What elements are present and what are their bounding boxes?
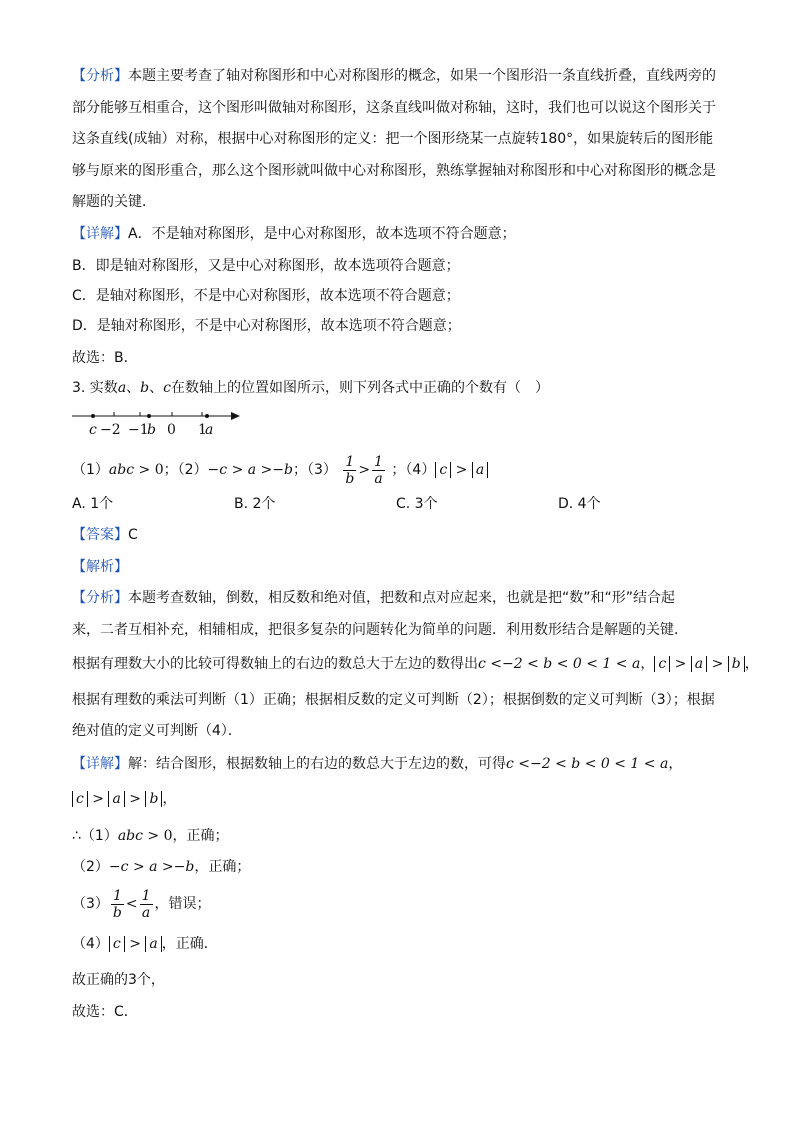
q3-var-c: c [163,380,171,396]
abs-a: a [691,656,707,672]
analysis1-line-5: 解题的关键． [72,194,156,210]
detail2-line-1 [72,754,682,774]
detail1-option-c: C．是轴对称图形，不是中心对称图形，故本选项不符合题意； [72,288,460,304]
gt-3: > [87,791,109,807]
abs-a-2: a [108,791,124,807]
gt-4: > [124,791,146,807]
q3-items [72,452,488,488]
answer-value: C [128,527,138,543]
detail1-option-b: B．即是轴对称图形，又是中心对称图形，故本选项符合题意； [72,258,460,274]
step-3-frac-left: $\frac{1}{b}$ [112,887,122,921]
q3-prefix: 3. 实数 [72,380,118,396]
label-0: 0 [167,422,176,438]
analysis1-line-2: 部分能够互相重合，这个图形叫做轴对称图形，这条直线叫做对称轴，这时，我们也可以说这个图形关于 [72,100,716,116]
detail2-end-2: ， [162,791,177,807]
analysis2-inequality: c <−2 < b < 0 < 1 < a [478,656,641,672]
item-3-rel: > [358,462,371,478]
label-b: b [147,422,156,438]
detail2-inequality: c <−2 < b < 0 < 1 < a [506,756,669,772]
analysis2-end: ， [744,656,759,672]
analysis1-line-1 [72,66,716,86]
item-1-expr: abc [108,462,135,478]
label-minus-1: −1 [128,422,149,438]
analysis2-line-2: 来，二者互相补充，相辅相成，把很多复杂的问题转化为简单的问题．利用数形结合是解题的关键． [72,622,688,638]
analysis2-line-5: 绝对值的定义可判断（4）． [72,723,242,739]
q3-suffix: 在数轴上的位置如图所示，则下列各式中正确的个数有（ ） [170,380,549,396]
item-1-rel: > 0 [134,462,164,478]
detail2-text-1: 解：结合图形，根据数轴上的右边的数总大于左边的数，可得 [128,756,506,772]
correct-count: 故正确的3个， [72,972,165,988]
detail2-line-2 [72,789,176,809]
detail2-tag: 【详解】 [72,756,128,772]
analysis1-line-4: 够与原来的图形重合，那么这个图形就叫做中心对称图形，熟练掌握轴对称图形和中心对称图形的概念是 [72,163,716,179]
detail2-end-1: ， [668,756,683,772]
q3-sep1: 、 [126,380,141,396]
option-b: B. 2个 [234,496,276,512]
analysis1-line-3: 这条直线(成轴）对称，根据中心对称图形的定义：把一个图形绕某一点旋转180°，如果旋转后的图形能 [72,131,714,147]
abs-b: b [728,656,745,672]
item-4-rel: > [455,462,468,478]
item-4-abs-c: c [435,462,451,478]
label-minus-2: −2 [100,422,121,438]
answer-line [72,525,138,545]
detail1-choice: 故选：B． [72,350,138,366]
gt-2: > [707,656,728,672]
answer-tag: 【答案】 [72,527,128,543]
label-a: a [205,422,214,438]
item-4-abs-a: a [472,462,488,478]
point-c [91,414,95,418]
analysis2-text-1: 本题考查数轴，倒数，相反数和绝对值，把数和点对应起来，也就是把“数”和“形”结合起 [128,590,676,606]
option-a: A. 1个 [72,496,114,512]
analysis2-line-3 [72,654,759,674]
item-3-frac-left: $\frac{1}{b}$ [345,453,355,487]
item-3-frac-right: $\frac{1}{a}$ [374,453,383,487]
analysis1-text-1: 本题主要考查了轴对称图形和中心对称图形的概念，如果一个图形沿一条直线折叠，直线两旁的 [128,68,716,84]
step-3-frac-right: $\frac{1}{a}$ [141,887,151,921]
label-1: 1 [198,422,207,438]
item-2-label: ；（2） [163,462,208,478]
detail1-option-a: A．不是轴对称图形，是中心对称图形，故本选项不符合题意； [128,226,516,242]
step-1: ∴（1）abc > 0，正确； [72,828,229,844]
step-2: （2）−c > a >−b，正确； [72,859,251,875]
item-2-expr: −c > a >−b [207,462,293,478]
abs-c-2: c [72,791,88,807]
item-3-label: ；（3） [292,462,337,478]
item-4-label: ；（4） [391,462,436,478]
analysis2-tag: 【分析】 [72,590,128,606]
option-d: D. 4个 [558,496,601,512]
gt-1: > [670,656,691,672]
solution-tag: 【解析】 [72,559,128,575]
label-c: c [89,422,97,438]
q3-sep2: 、 [149,380,164,396]
item-1-label: （1） [72,462,109,478]
point-a [205,414,209,418]
detail1-option-d: D．是轴对称图形，不是中心对称图形，故本选项不符合题意； [72,318,461,334]
number-line-figure [70,406,250,438]
option-c: C. 3个 [396,496,438,512]
detail2-choice: 故选：C． [72,1004,138,1020]
analysis2-text-3: 根据有理数大小的比较可得数轴上的右边的数总大于左边的数得出 [72,656,478,672]
abs-b-2: b [145,791,162,807]
q3-var-b: b [140,380,150,396]
number-line-arrow [231,412,240,420]
analysis2-sep: ， [640,656,655,672]
step-4: （4） c > a ，正确． [72,936,218,952]
question-3 [72,378,549,398]
detail-tag: 【详解】 [72,226,128,242]
q3-var-a: a [117,380,127,396]
analysis-tag: 【分析】 [72,68,128,84]
abs-c: c [654,656,670,672]
detail1-line-a [72,224,516,244]
step-3: （3） $\frac{1}{b}$ < $\frac{1}{a}$ ，错误； [72,887,211,921]
point-b [147,414,151,418]
solution-line [72,557,128,577]
analysis2-line-4: 根据有理数的乘法可判断（1）正确；根据相反数的定义可判断（2）；根据倒数的定义可判断（3）；根据 [72,692,715,708]
analysis2-line-1 [72,588,675,608]
